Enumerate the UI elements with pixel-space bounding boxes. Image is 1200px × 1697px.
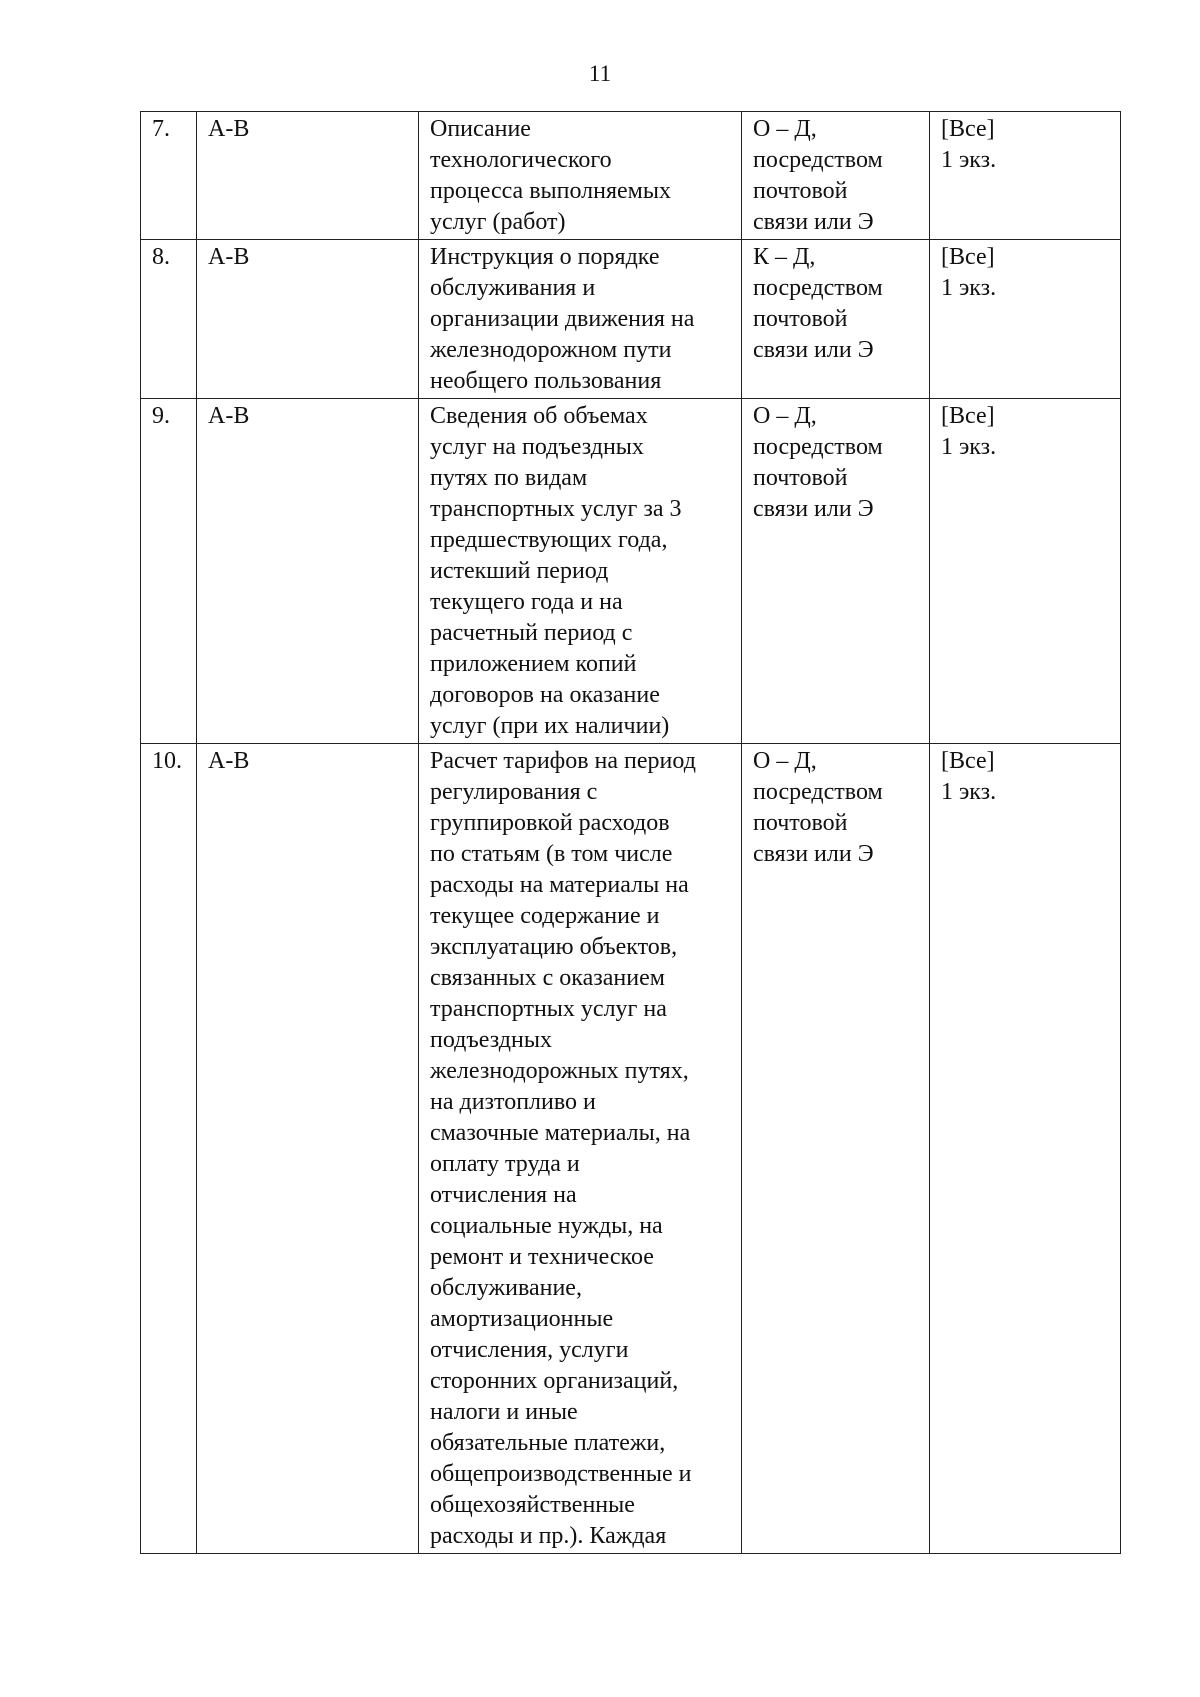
document-name-line: Расчет тарифов на период bbox=[430, 748, 696, 774]
document-name-line: транспортных услуг за 3 bbox=[430, 496, 682, 522]
copies-cell bbox=[930, 240, 1121, 399]
document-name-line: группировкой расходов bbox=[430, 810, 670, 836]
document-name-line: Сведения об объемах bbox=[430, 403, 648, 429]
document-name-line: обслуживание, bbox=[430, 1275, 582, 1301]
document-name-line: Инструкция о порядке bbox=[430, 244, 660, 270]
row-number-cell: 8. bbox=[141, 240, 197, 399]
row-code-cell: А-В bbox=[197, 112, 419, 240]
document-name-line: путях по видам bbox=[430, 465, 588, 491]
submission-form-line: посредством bbox=[753, 779, 883, 805]
table-row bbox=[141, 240, 1121, 399]
document-name-cell bbox=[419, 744, 742, 1554]
document-name-line: железнодорожном пути bbox=[430, 337, 672, 363]
table-row bbox=[141, 744, 1121, 1554]
document-name-line: сторонних организаций, bbox=[430, 1368, 679, 1394]
document-name-line: общехозяйственные bbox=[430, 1492, 635, 1518]
document-name-line: обязательные платежи, bbox=[430, 1430, 666, 1456]
document-name-line: процесса выполняемых bbox=[430, 178, 671, 204]
document-name-line: расчетный период с bbox=[430, 620, 633, 646]
submission-form-cell bbox=[742, 240, 930, 399]
document-name-line: подъездных bbox=[430, 1027, 552, 1053]
document-name-line: необщего пользования bbox=[430, 368, 662, 394]
submission-form-line: почтовой bbox=[753, 306, 848, 332]
copies-cell bbox=[930, 744, 1121, 1554]
document-name-line: эксплуатацию объектов, bbox=[430, 934, 678, 960]
submission-form-line: связи или Э bbox=[753, 841, 874, 867]
copies-line: [Все] bbox=[941, 748, 995, 774]
document-name-line: услуг (работ) bbox=[430, 209, 566, 235]
document-name-line: расходы на материалы на bbox=[430, 872, 689, 898]
document-name-line: налоги и иные bbox=[430, 1399, 578, 1425]
document-name-line: договоров на оказание bbox=[430, 682, 660, 708]
document-name-line: истекший период bbox=[430, 558, 609, 584]
document-name-line: регулирования с bbox=[430, 779, 598, 805]
document-name-line: услуг на подъездных bbox=[430, 434, 644, 460]
copies-line: [Все] bbox=[941, 116, 995, 142]
document-name-line: ремонт и техническое bbox=[430, 1244, 654, 1270]
table-row bbox=[141, 112, 1121, 240]
document-name-line: расходы и пр.). Каждая bbox=[430, 1523, 667, 1549]
document-name-line: общепроизводственные и bbox=[430, 1461, 692, 1487]
row-number-cell: 7. bbox=[141, 112, 197, 240]
submission-form-line: О – Д, bbox=[753, 403, 817, 429]
submission-form-line: О – Д, bbox=[753, 116, 817, 142]
copies-line: 1 экз. bbox=[941, 434, 997, 460]
copies-line: [Все] bbox=[941, 244, 995, 270]
document-name-line: на дизтопливо и bbox=[430, 1089, 596, 1115]
copies-line: 1 экз. bbox=[941, 275, 997, 301]
document-name-line: по статьям (в том числе bbox=[430, 841, 673, 867]
document-name-line: смазочные материалы, на bbox=[430, 1120, 691, 1146]
document-name-line: технологического bbox=[430, 147, 612, 173]
row-code-cell: А-В bbox=[197, 399, 419, 744]
table-body bbox=[141, 112, 1121, 1554]
submission-form-line: почтовой bbox=[753, 178, 848, 204]
submission-form-line: связи или Э bbox=[753, 496, 874, 522]
copies-line: 1 экз. bbox=[941, 147, 997, 173]
document-name-line: услуг (при их наличии) bbox=[430, 713, 670, 739]
submission-form-line: связи или Э bbox=[753, 209, 874, 235]
document-name-cell bbox=[419, 399, 742, 744]
row-number-cell: 9. bbox=[141, 399, 197, 744]
submission-form-line: посредством bbox=[753, 434, 883, 460]
document-name-line: железнодорожных путях, bbox=[430, 1058, 689, 1084]
document-name-line: амортизационные bbox=[430, 1306, 614, 1332]
document-name-line: предшествующих года, bbox=[430, 527, 668, 553]
document-name-line: оплату труда и bbox=[430, 1151, 580, 1177]
document-name-line: приложением копий bbox=[430, 651, 637, 677]
document-name-line: отчисления, услуги bbox=[430, 1337, 629, 1363]
document-name-cell bbox=[419, 112, 742, 240]
page-number: 11 bbox=[588, 61, 612, 86]
submission-form-line: почтовой bbox=[753, 810, 848, 836]
document-name-line: связанных с оказанием bbox=[430, 965, 665, 991]
submission-form-line: О – Д, bbox=[753, 748, 817, 774]
copies-cell bbox=[930, 399, 1121, 744]
document-name-line: текущее содержание и bbox=[430, 903, 660, 929]
submission-form-line: связи или Э bbox=[753, 337, 874, 363]
copies-line: 1 экз. bbox=[941, 779, 997, 805]
document-name-line: текущего года и на bbox=[430, 589, 623, 615]
submission-form-line: почтовой bbox=[753, 465, 848, 491]
submission-form-cell bbox=[742, 399, 930, 744]
document-name-line: обслуживания и bbox=[430, 275, 596, 301]
submission-form-cell bbox=[742, 112, 930, 240]
submission-form-cell bbox=[742, 744, 930, 1554]
document-name-cell bbox=[419, 240, 742, 399]
table-row bbox=[141, 399, 1121, 744]
row-code-cell: А-В bbox=[197, 240, 419, 399]
submission-form-line: посредством bbox=[753, 275, 883, 301]
document-name-line: организации движения на bbox=[430, 306, 695, 332]
row-number-cell: 10. bbox=[141, 744, 197, 1554]
document-name-line: социальные нужды, на bbox=[430, 1213, 663, 1239]
documents-table bbox=[140, 111, 1121, 1554]
copies-line: [Все] bbox=[941, 403, 995, 429]
submission-form-line: посредством bbox=[753, 147, 883, 173]
copies-cell bbox=[930, 112, 1121, 240]
document-name-line: отчисления на bbox=[430, 1182, 577, 1208]
document-name-line: Описание bbox=[430, 116, 531, 142]
submission-form-line: К – Д, bbox=[753, 244, 816, 270]
document-name-line: транспортных услуг на bbox=[430, 996, 667, 1022]
row-code-cell: А-В bbox=[197, 744, 419, 1554]
